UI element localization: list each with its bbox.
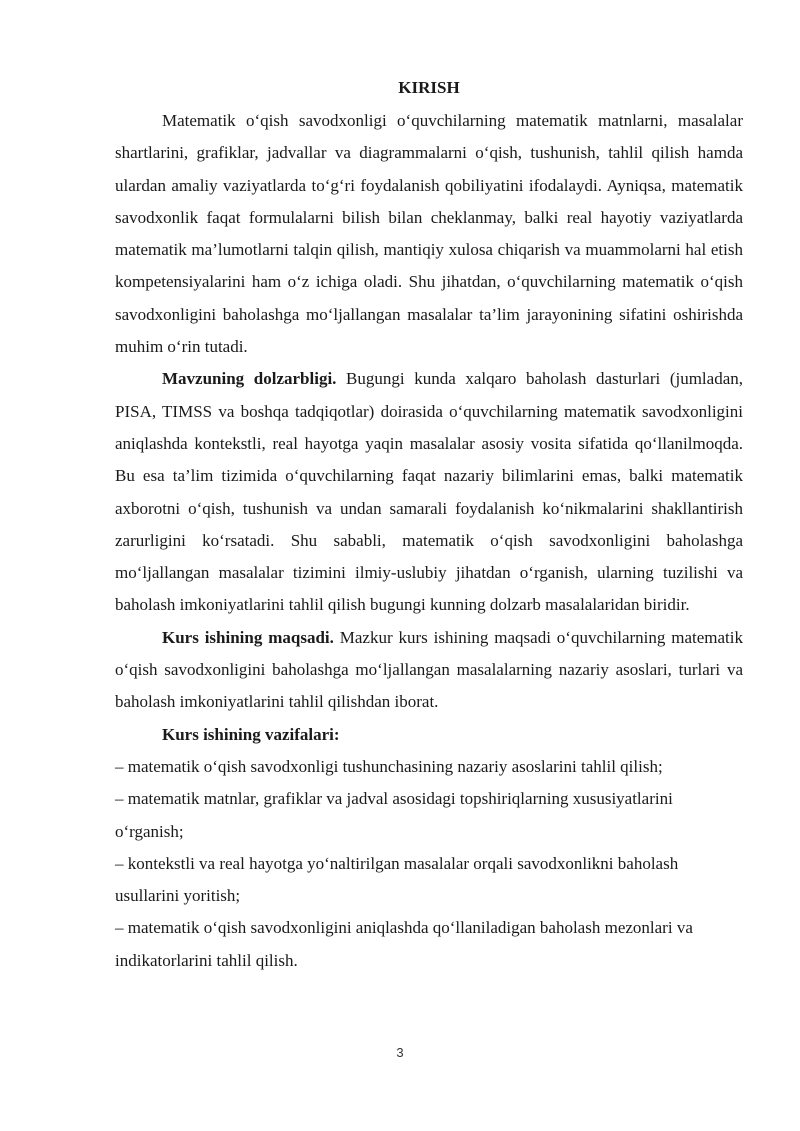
section-title: KIRISH <box>398 78 460 97</box>
list-item: – matematik matnlar, grafiklar va jadval asosidagi topshiriqlarning xususiyatlarini o‘rganish; <box>115 789 673 841</box>
paragraph-lead: Mavzuning dolzarbligi. <box>162 369 337 389</box>
paragraph-text: Mazkur kurs ishining maqsadi o‘quvchilarning matematik o‘qish savodxonligini baholashga mo‘ljallangan masalalarning nazariy asoslari, turlari va baholash imkoniyatlarini tahlil qilishdan iborat. <box>115 627 743 712</box>
paragraph-lead: Kurs ishining maqsadi. <box>162 627 334 647</box>
list-item: – matematik o‘qish savodxonligini aniqlashda qo‘llaniladigan baholash mezonlari va indikatorlarini tahlil qilish. <box>115 918 693 970</box>
list-item: – kontekstli va real hayotga yo‘naltirilgan masalalar orqali savodxonlikni baholash usullarini yoritish; <box>115 853 679 906</box>
task-list <box>115 751 737 977</box>
page-number: 3 <box>396 1045 404 1060</box>
document-page <box>115 74 743 977</box>
paragraph-text: Bugungi kunda xalqaro baholash dasturlari (jumladan, PISA, TIMSS va boshqa tadqiqotlar) doirasida o‘quvchilarning matematik savodxonligini aniqlashda kontekstli, real hayotga yaqin masalalar asosiy vosita sifatida qo‘llanilmoqda. Bu esa ta’lim tizimida o‘quvchilarning faqat nazariy bilimlarini emas, balki matematik axborotni o‘qish, tushunish va undan samarali foydalanish ko‘nikmalarini shakllantirish zarurligini ko‘rsatadi. Shu sababli, matematik o‘qish savodxonligini baholashga mo‘ljallangan masalalar tizimini ilmiy-uslubiy jihatdan o‘rganish, ularning tuzilishi va baholash imkoniyatlarini tahlil qilish bugungi kunning dolzarb masalalaridan biridir. <box>115 369 743 615</box>
relevance-paragraph <box>115 363 743 621</box>
goal-paragraph <box>115 622 743 719</box>
paragraph-text: Matematik o‘qish savodxonligi o‘quvchilarning matematik matnlarni, masalalar shartlarini, grafiklar, jadvallar va diagrammalarni o‘qish, tushunish, tahlil qilish hamda ulardan amaliy vaziyatlarda to‘g‘ri foydalanish qobiliyatini ifodalaydi. Ayniqsa, matematik savodxonlik faqat formulalarni bilish bilan cheklanmay, balki real hayotiy vaziyatlarda matematik ma’lumotlarni talqin qilish, mantiqiy xulosa chiqarish va muammolarni hal etish kompetensiyalarini ham o‘z ichiga oladi. Shu jihatdan, o‘quvchilarning matematik o‘qish savodxonligini baholashga mo‘ljallangan masalalar ta’lim jarayonining sifatini oshirishda muhim o‘rin tutadi. <box>115 111 743 357</box>
intro-paragraph <box>115 105 743 363</box>
list-item: – matematik o‘qish savodxonligi tushunchasining nazariy asoslarini tahlil qilish; <box>115 756 663 776</box>
tasks-heading: Kurs ishining vazifalari: <box>162 724 340 744</box>
